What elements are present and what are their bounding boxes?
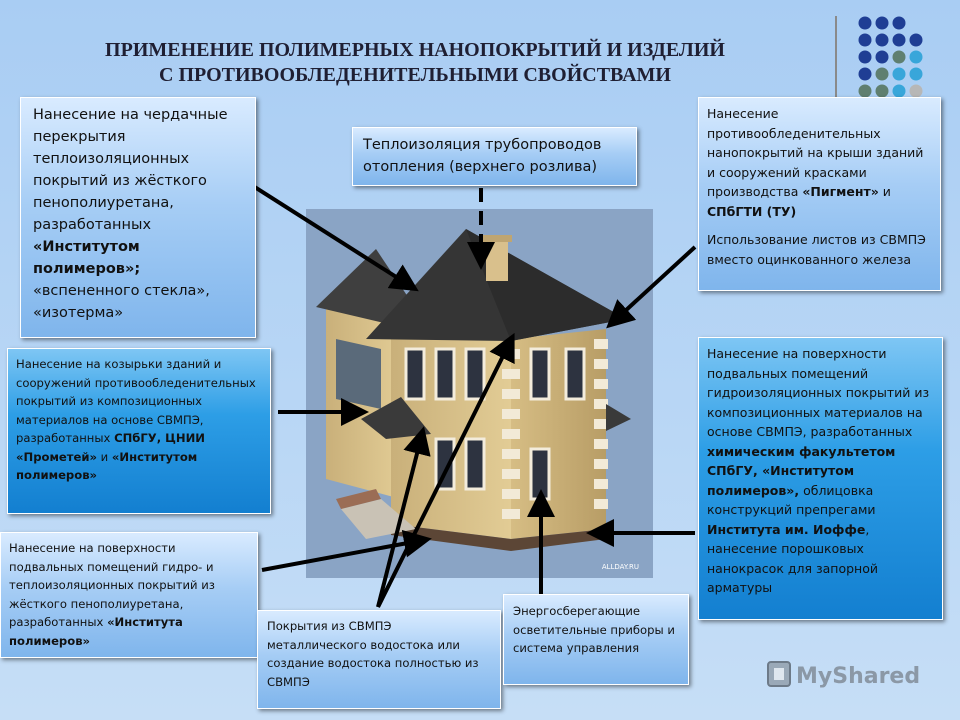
house-illustration <box>306 209 653 578</box>
basement-right-text-3: , нанесение порошковых нанокрасок для запорной арматуры <box>707 521 878 595</box>
decorative-dot <box>893 51 906 64</box>
basement-left-org: «Института полимеров» <box>9 615 183 648</box>
myshared-logo <box>766 656 936 692</box>
basement-right-org-1: химическим факультетом СПбГУ, «Институтом полимеров», <box>707 443 896 498</box>
basement-right-text-2: облицовка конструкций препрегами <box>707 482 876 517</box>
gutter-text: Покрытия из СВМПЭ металлического водостока или создание водостока полностью из СВМПЭ <box>267 619 479 689</box>
decorative-dot <box>876 51 889 64</box>
decorative-dot <box>910 51 923 64</box>
decorative-dot <box>876 17 889 30</box>
attic-insulation-box <box>20 97 256 338</box>
canopy-text: Нанесение на козырьки зданий и сооружений противообледенительных покрытий из композиционных материалов на основе СВМПЭ, разработанных <box>16 357 256 445</box>
watermark-text: ALLDAY.RU <box>601 563 639 571</box>
decorative-dot <box>859 51 872 64</box>
decorative-dot <box>876 34 889 47</box>
slide-title <box>20 38 810 88</box>
energy-text: Энергосберегающие осветительные приборы и система управления <box>513 604 675 655</box>
decorative-dot <box>876 68 889 81</box>
gutter-coating-box <box>257 610 501 709</box>
logo-text: MyShared <box>796 664 921 689</box>
canopy-text-2: и <box>97 449 112 464</box>
canopy-coating-box <box>7 348 271 514</box>
roof-text: Нанесение противообледенительных нанопокрытий на крыши зданий и сооружений красками производства <box>707 106 924 199</box>
attic-text: Нанесение на чердачные перекрытия теплоизоляционных покрытий из жёсткого пенополиуретана, разработанных <box>33 107 228 233</box>
roof-text-2: и <box>878 184 891 199</box>
decorative-dot <box>859 68 872 81</box>
decorative-dot <box>893 34 906 47</box>
decorative-dot <box>910 68 923 81</box>
attic-text-2: «вспененного стекла», «изотерма» <box>33 283 210 321</box>
canopy-org-1: СПбГУ, ЦНИИ «Прометей» <box>16 431 206 464</box>
energy-saving-box <box>503 594 689 685</box>
decorative-dot <box>910 34 923 47</box>
decorative-dot-grid <box>858 16 954 98</box>
decorative-dot <box>859 85 872 98</box>
decorative-dot <box>859 17 872 30</box>
roof-coating-box <box>698 97 941 291</box>
decorative-dot <box>893 68 906 81</box>
decorative-dot <box>893 17 906 30</box>
decorative-dot <box>893 85 906 98</box>
roof-org-1: «Пигмент» <box>802 184 879 199</box>
canopy-org-2: «Институтом полимеров» <box>16 449 198 482</box>
decorative-dot <box>910 85 923 98</box>
title-line-1: ПРИМЕНЕНИЕ ПОЛИМЕРНЫХ НАНОПОКРЫТИЙ И ИЗДЕЛИЙ <box>105 39 725 61</box>
roof-org-2: СПбГТИ (ТУ) <box>707 203 797 219</box>
pipe-insulation-box <box>352 127 637 186</box>
roof-text-3: Использование листов из СВМПЭ вместо оцинкованного железа <box>707 232 926 267</box>
basement-waterproofing-box <box>698 337 943 620</box>
basement-right-org-2: Института им. Иоффе <box>707 521 866 537</box>
decorative-dot <box>859 34 872 47</box>
basement-insulation-box <box>0 532 258 658</box>
attic-org: «Институтом полимеров»; <box>33 239 141 277</box>
decorative-dot <box>876 85 889 98</box>
pipes-text: Теплоизоляция трубопроводов отопления (верхнего розлива) <box>363 137 602 175</box>
divider-line <box>835 16 837 98</box>
basement-right-text: Нанесение на поверхности подвальных помещений гидроизоляционных покрытий из композиционных материалов на основе СВМПЭ, разработанных <box>707 346 930 439</box>
title-line-2: С ПРОТИВООБЛЕДЕНИТЕЛЬНЫМИ СВОЙСТВАМИ <box>159 64 671 86</box>
basement-left-text: Нанесение на поверхности подвальных помещений гидро- и теплоизоляционных покрытий из жёсткого пенополиуретана, разработанных <box>9 541 215 629</box>
